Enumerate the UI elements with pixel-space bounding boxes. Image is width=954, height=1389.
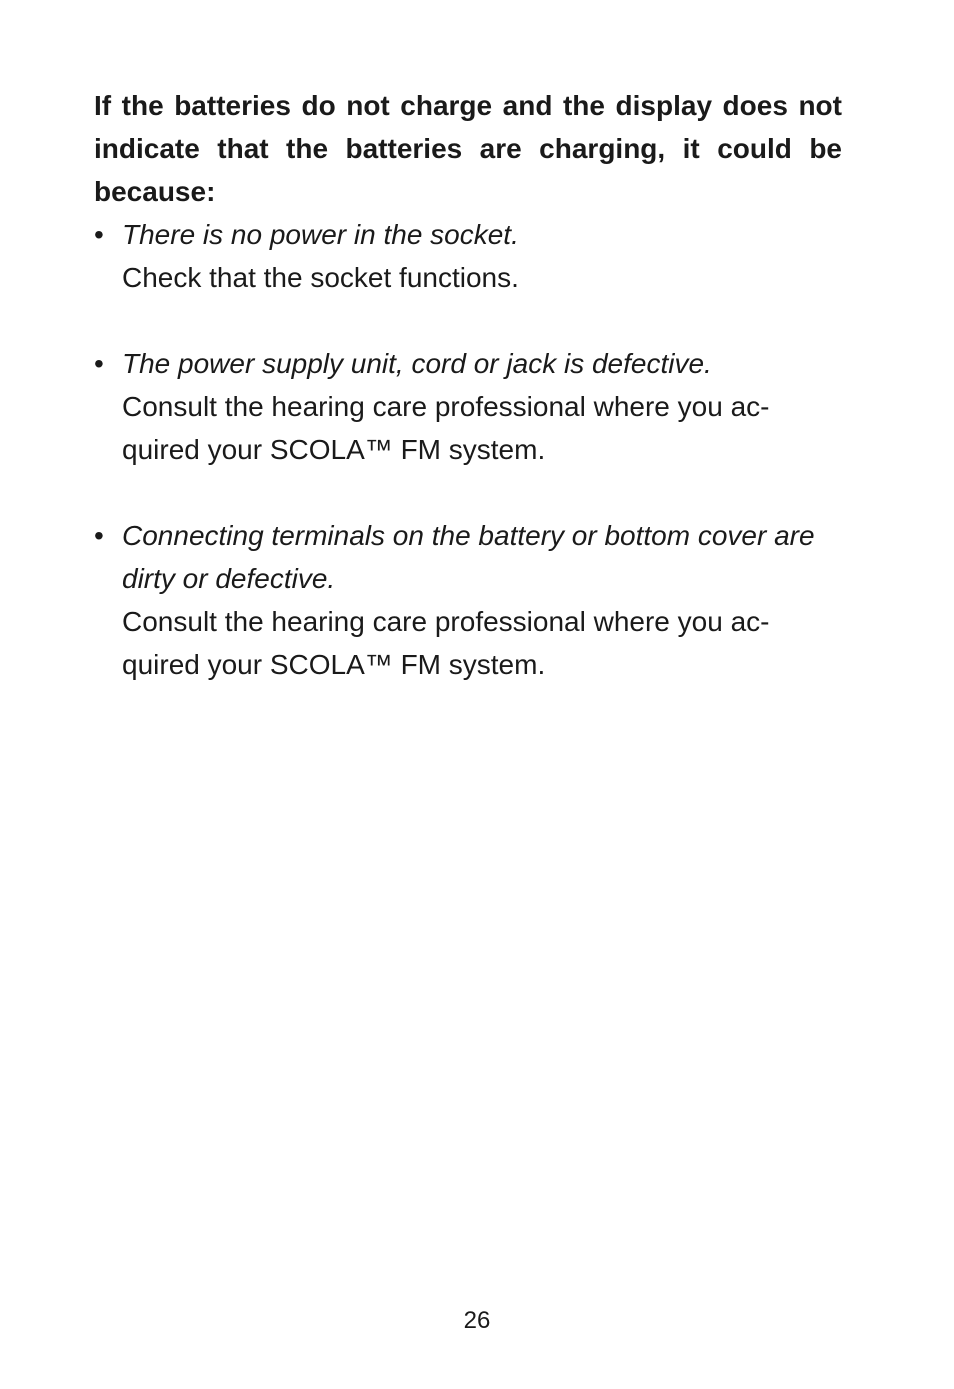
bullet-icon: • <box>94 348 104 379</box>
bullet-icon: • <box>94 219 104 250</box>
remedy-text: Consult the hearing care professional where you ac- quired your SCOLA™ FM system. <box>122 391 770 465</box>
cause-text: The power supply unit, cord or jack is defective. <box>122 348 712 379</box>
cause-list <box>94 213 842 686</box>
page-content <box>94 84 842 686</box>
list-item <box>94 213 842 299</box>
cause-text: Connecting terminals on the battery or bottom cover are dirty or defective. <box>122 520 815 594</box>
bullet-icon: • <box>94 520 104 551</box>
cause-text: There is no power in the socket. <box>122 219 519 250</box>
intro-paragraph: If the batteries do not charge and the display does not indicate that the batteries are charging, it could be because: <box>94 90 842 207</box>
page-number: 26 <box>463 1307 491 1334</box>
remedy-text: Check that the socket functions. <box>122 262 519 293</box>
remedy-text: Consult the hearing care professional where you ac- quired your SCOLA™ FM system. <box>122 606 770 680</box>
list-item <box>94 514 842 686</box>
list-item <box>94 342 842 471</box>
